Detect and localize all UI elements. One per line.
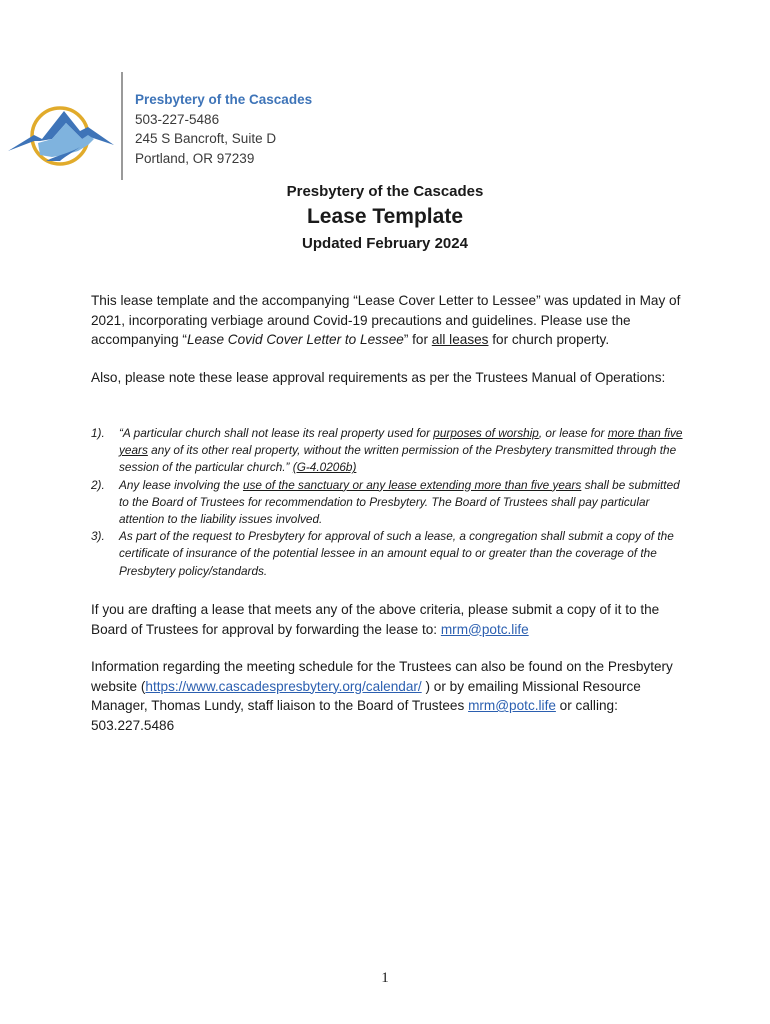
email-link-2[interactable]: mrm@potc.life xyxy=(468,698,556,713)
page-title: Lease Template xyxy=(306,205,463,228)
org-contact xyxy=(135,90,312,168)
list-item: 1). “A particular church shall not lease its real property used for purposes of worship, or lease for more than five years any of its other real property, without the written permission of the Presbytery transmitted through the session of the particular church.” (G-4.0206b) xyxy=(91,426,683,475)
mountain-river-logo-icon xyxy=(8,105,114,169)
title-updated: Updated February 2024 xyxy=(302,235,468,252)
title-org: Presbytery of the Cascades xyxy=(286,183,484,200)
org-address-line2: Portland, OR 97239 xyxy=(135,150,255,166)
org-name: Presbytery of the Cascades xyxy=(135,92,313,107)
drafting-paragraph: If you are drafting a lease that meets any of the above criteria, please submit a copy of it to the Board of Trustees for approval by forwarding the lease to: mrm@potc.life xyxy=(91,602,660,637)
header-divider xyxy=(121,72,123,180)
info-paragraph: Information regarding the meeting schedule for the Trustees can also be found on the Presbytery website (https://www.cascadespresbytery.org/calendar/ ) or by emailing Missional Resource Manager, Thomas Lundy, staff liaison to the Board of Trustees mrm@potc.life or calling: 503.227.5486 xyxy=(91,659,673,733)
website-link[interactable]: https://www.cascadespresbytery.org/calendar/ xyxy=(145,678,422,694)
email-link[interactable]: mrm@potc.life xyxy=(440,621,529,637)
intro-paragraph: This lease template and the accompanying “Lease Cover Letter to Lessee” was updated in May of 2021, incorporating verbiage around Covid-19 precautions and guidelines. Please use the accompanying “Lease Covid Cover Letter to Lessee” for all leases for church property. xyxy=(91,293,681,347)
page-number: 1 xyxy=(381,970,389,986)
org-phone: 503-227-5486 xyxy=(135,111,220,127)
requirements-list xyxy=(91,425,691,580)
list-item: 2). Any lease involving the use of the sanctuary or any lease extending more than five years shall be submitted to the Board of Trustees for recommendation to Presbytery. The Board of Trustees shall pay particular attention to the liability issues involved. xyxy=(91,477,680,527)
also-paragraph: Also, please note these lease approval requirements as per the Trustees Manual of Operations: xyxy=(91,370,666,385)
list-item: 3). As part of the request to Presbytery for approval of such a lease, a congregation shall submit a copy of the certificate of insurance of the potential lessee in an amount equal to or greater than the coverage of the Presbytery policy/standards. xyxy=(91,529,674,578)
org-address-line1: 245 S Bancroft, Suite D xyxy=(135,131,277,146)
